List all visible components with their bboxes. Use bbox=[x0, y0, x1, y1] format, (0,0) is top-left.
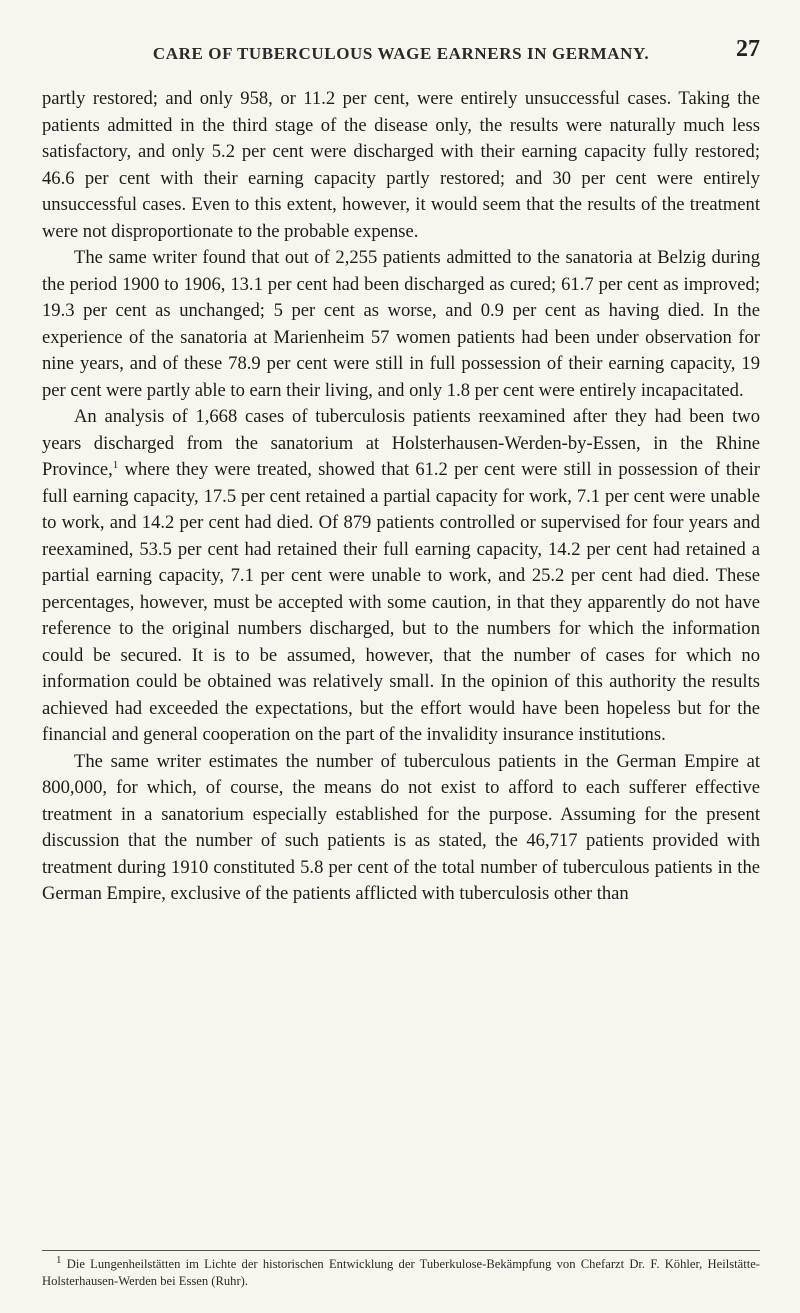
footnote-reference[interactable]: 1 bbox=[112, 458, 119, 471]
paragraph-with-footnote bbox=[42, 404, 760, 749]
footnote bbox=[42, 1253, 760, 1290]
book-page bbox=[42, 0, 760, 1313]
footnote-text: Die Lungenheilstätten im Lichte der historischen Entwicklung der Tuberkulose-Bekämpfung von Chefarzt Dr. F. Köhler, Heilstätte-Holsterhausen-Werden bei Essen (Ruhr). bbox=[42, 1257, 760, 1288]
page-number: 27 bbox=[736, 36, 760, 62]
running-title: CARE OF TUBERCULOUS WAGE EARNERS IN GERMANY. bbox=[152, 44, 650, 63]
body-text bbox=[42, 86, 760, 908]
paragraph-continued: partly restored; and only 958, or 11.2 per cent, were entirely unsuccessful cases. Taking the patients admitted in the third stage of the disease only, the results were naturally much less satisfactory, and only 5.2 per cent were discharged with their earning capacity fully restored; 46.6 per cent with their earning capacity partly restored; and 30 per cent were entirely unsuccessful cases. Even to this extent, however, it would seem that the results of the treatment were not disproportionate to the probable expense. bbox=[42, 88, 760, 242]
footnote-marker: 1 bbox=[56, 1253, 62, 1266]
paragraph: The same writer estimates the number of tuberculous patients in the German Empire at 800,000, for which, of course, the means do not exist to afford to each sufferer effective treatment in a sanatorium especially established for the purpose. Assuming for the present discussion that the number of such patients is as stated, the 46,717 patients provided with treatment during 1910 constituted 5.8 per cent of the total number of tuberculous patients in the German Empire, exclusive of the patients afflicted with tuberculosis other than bbox=[42, 750, 760, 904]
paragraph-text: where they were treated, showed that 61.2 per cent were still in possession of their full earning capacity, 17.5 per cent retained a partial capacity for work, 7.1 per cent were unable to work, and 14.2 per cent had died. Of 879 patients controlled or supervised for four years and reexamined, 53.5 per cent had retained their full earning capacity, 14.2 per cent had retained a partial earning capacity, 7.1 per cent were unable to work, and 25.2 per cent had died. These percentages, however, must be accepted with some caution, in that they apparently do not have reference to the original numbers discharged, but to the numbers for which the information could be secured. It is to be assumed, however, that the number of cases for which no information could be obtained was relatively small. In the opinion of this authority the results achieved had exceeded the expectations, but the effort would have been hopeless but for the financial and general cooperation on the part of the invalidity insurance institutions. bbox=[42, 459, 760, 745]
paragraph: The same writer found that out of 2,255 patients admitted to the sanatoria at Belzig during the period 1900 to 1906, 13.1 per cent had been discharged as cured; 61.7 per cent as improved; 19.3 per cent as unchanged; 5 per cent as worse, and 0.9 per cent as having died. In the experience of the sanatoria at Marienheim 57 women patients had been under observation for nine years, and of these 78.9 per cent were still in full possession of their earning capacity, 19 per cent were partly able to earn their living, and only 1.8 per cent were entirely incapacitated. bbox=[42, 247, 760, 401]
paragraph-text: An analysis of 1,668 cases of tuberculosis patients reexamined after they had been two years discharged from the sanatorium at Holsterhausen-Werden-by-Essen, in the Rhine Province, bbox=[42, 406, 760, 480]
page-header bbox=[42, 36, 760, 68]
footnote-divider bbox=[42, 1250, 760, 1251]
